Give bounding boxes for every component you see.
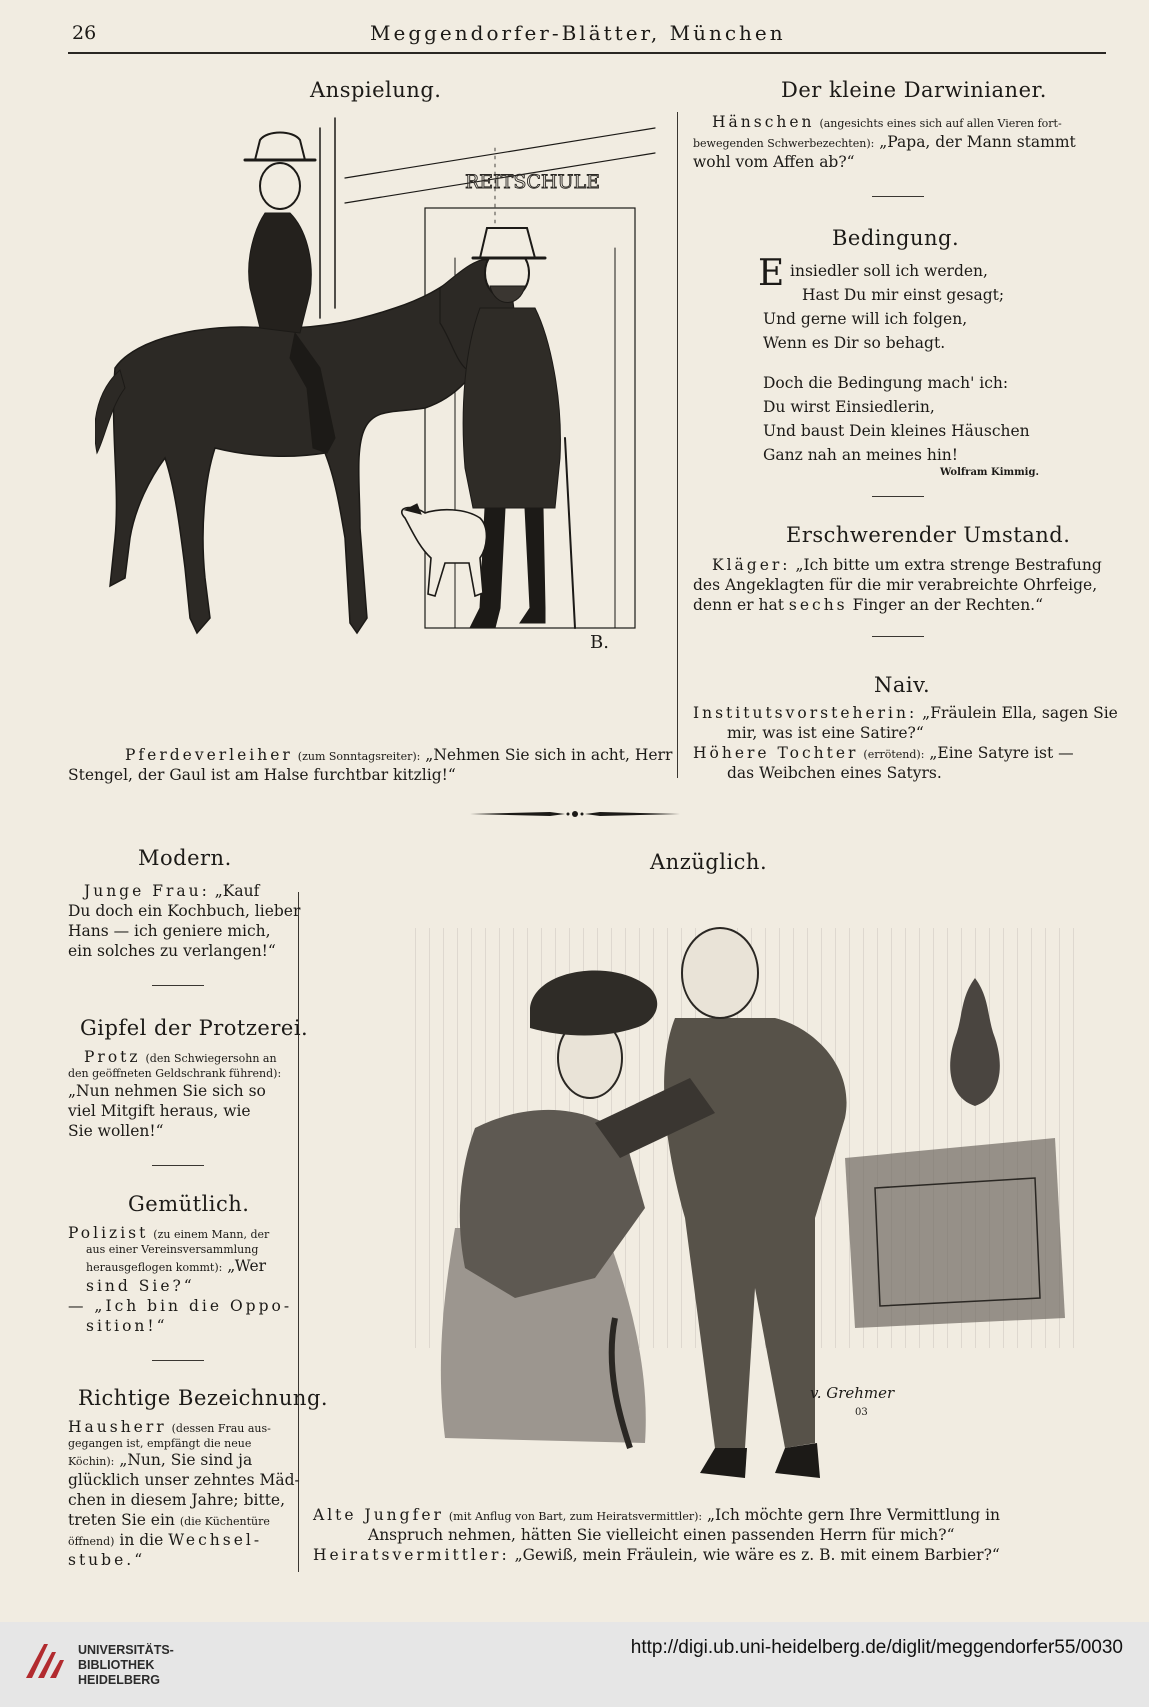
gemuetlich-title: Gemütlich. <box>128 1192 250 1216</box>
header-rule <box>68 52 1106 54</box>
artist-monogram: B. <box>590 632 609 653</box>
naiv-title: Naiv. <box>874 673 931 697</box>
poem-line-5: Doch die Bedingung mach' ich: <box>763 374 1009 392</box>
poem-line-3: Und gerne will ich folgen, <box>763 310 968 328</box>
poem-author: Wolfram Kimmig. <box>940 467 1039 478</box>
bezeichnung-line1: Hausherr (dessen Frau aus- <box>68 1418 271 1436</box>
gemuetlich-line4: — „Ich bin die Oppo- <box>68 1297 293 1315</box>
bezeichnung-line4: chen in diesem Jahre; bitte, <box>68 1491 286 1509</box>
protzerei-line3: viel Mitgift heraus, wie <box>68 1102 251 1120</box>
protzerei-title: Gipfel der Protzerei. <box>80 1016 309 1040</box>
bezeichnung-note2: gegangen ist, empfängt die neue <box>68 1437 252 1450</box>
horse-rider-illustration <box>95 108 660 728</box>
modern-line3: Hans — ich geniere mich, <box>68 922 271 940</box>
anspielung-caption-line2: Stengel, der Gaul ist am Halse furchtbar kitzlig!“ <box>68 766 456 784</box>
darwinianer-title: Der kleine Darwinianer. <box>781 78 1047 102</box>
darwinianer-line1: Hänschen (angesichts eines sich auf allen Vieren fort- <box>712 113 1062 131</box>
matchmaker-illustration <box>415 888 1080 1503</box>
university-library-logo-icon <box>22 1638 70 1686</box>
ornamental-divider <box>470 806 680 822</box>
anzueglich-line1: Alte Jungfer (mit Anflug von Bart, zum Heiratsvermittler): „Ich möchte gern Ihre Vermittlung in <box>313 1506 1001 1524</box>
bezeichnung-line5: treten Sie ein (die Küchentüre <box>68 1511 270 1529</box>
bezeichnung-line7: stube.“ <box>68 1551 146 1569</box>
separator <box>152 1165 204 1166</box>
poem-line-2: Hast Du mir einst gesagt; <box>802 286 1005 304</box>
darwinianer-line3: wohl vom Affen ab?“ <box>693 153 855 171</box>
bedingung-drop-cap: E <box>758 253 785 294</box>
anspielung-title: Anspielung. <box>310 78 442 102</box>
bezeichnung-line6: öffnend) in die Wechsel- <box>68 1531 263 1549</box>
digital-copy-url[interactable]: http://digi.ub.uni-heidelberg.de/diglit/meggendorfer55/0030 <box>630 1637 1123 1658</box>
poem-line-4: Wenn es Dir so behagt. <box>763 334 946 352</box>
anzueglich-title: Anzüglich. <box>650 850 768 874</box>
university-library-name: UNIVERSITÄTS- BIBLIOTHEK HEIDELBERG <box>78 1643 174 1687</box>
artist-signature-year: 03 <box>855 1407 868 1418</box>
umstand-title: Erschwerender Umstand. <box>786 523 1071 547</box>
poem-line-7: Und baust Dein kleines Häuschen <box>763 422 1030 440</box>
running-title: Meggendorfer-Blätter, München <box>370 21 786 45</box>
separator <box>872 636 924 637</box>
umstand-line3: denn er hat sechs Finger an der Rechten.“ <box>693 596 1044 614</box>
modern-line2: Du doch ein Kochbuch, lieber <box>68 902 301 920</box>
bezeichnung-line2: Köchin): „Nun, Sie sind ja <box>68 1451 253 1469</box>
separator <box>152 1360 204 1361</box>
bezeichnung-title: Richtige Bezeichnung. <box>78 1386 329 1410</box>
anspielung-caption-line1: Pferdeverleiher (zum Sonntagsreiter): „Nehmen Sie sich in acht, Herr <box>125 746 673 764</box>
column-divider-bottom <box>298 892 299 1572</box>
gemuetlich-note2: aus einer Vereinsversammlung <box>86 1243 259 1256</box>
artist-signature: v. Grehmer <box>810 1384 895 1402</box>
column-divider-top <box>677 112 678 778</box>
umstand-line2: des Angeklagten für die mir verabreichte Ohrfeige, <box>693 576 1098 594</box>
separator <box>152 985 204 986</box>
separator <box>872 496 924 497</box>
bezeichnung-line3: glücklich unser zehntes Mäd- <box>68 1471 300 1489</box>
naiv-line4: das Weibchen eines Satyrs. <box>727 764 942 782</box>
poem-line-1: insiedler soll ich werden, <box>790 262 988 280</box>
poem-line-6: Du wirst Einsiedlerin, <box>763 398 935 416</box>
gemuetlich-line2: herausgeflogen kommt): „Wer <box>86 1257 267 1275</box>
page-number: 26 <box>72 22 97 44</box>
protzerei-line4: Sie wollen!“ <box>68 1122 164 1140</box>
gemuetlich-line3: sind Sie?“ <box>86 1277 195 1295</box>
umstand-line1: Kläger: „Ich bitte um extra strenge Bestrafung <box>712 556 1102 574</box>
anzueglich-line3: Heiratsvermittler: „Gewiß, mein Fräulein, wie wäre es z. B. mit einem Barbier?“ <box>313 1546 1000 1564</box>
modern-title: Modern. <box>138 846 232 870</box>
naiv-line3: Höhere Tochter (errötend): „Eine Satyre ist — <box>693 744 1074 762</box>
gemuetlich-line5: sition!“ <box>86 1317 168 1335</box>
modern-line1: Junge Frau: „Kauf <box>84 882 260 900</box>
poem-line-8: Ganz nah an meines hin! <box>763 446 958 464</box>
gemuetlich-line1: Polizist (zu einem Mann, der <box>68 1224 270 1242</box>
riding-school-sign: REITSCHULE <box>465 171 600 193</box>
naiv-line2: mir, was ist eine Satire?“ <box>727 724 924 742</box>
naiv-line1: Institutsvorsteherin: „Fräulein Ella, sagen Sie <box>693 704 1118 722</box>
anzueglich-line2: Anspruch nehmen, hätten Sie vielleicht einen passenden Herrn für mich?“ <box>368 1526 955 1544</box>
separator <box>872 196 924 197</box>
protzerei-line2: „Nun nehmen Sie sich so <box>68 1082 266 1100</box>
protzerei-line1: Protz (den Schwiegersohn an <box>84 1048 277 1066</box>
darwinianer-line2: bewegenden Schwerbezechten): „Papa, der Mann stammt <box>693 133 1076 151</box>
bedingung-title: Bedingung. <box>832 226 960 250</box>
protzerei-note2: den geöffneten Geldschrank führend): <box>68 1067 282 1080</box>
modern-line4: ein solches zu verlangen!“ <box>68 942 276 960</box>
